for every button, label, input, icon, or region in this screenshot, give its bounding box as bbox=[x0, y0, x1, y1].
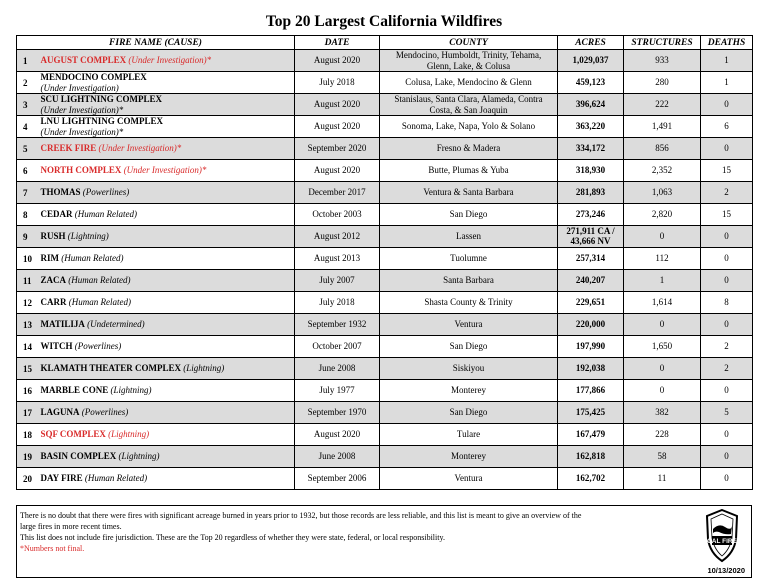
fire-name: SQF COMPLEX bbox=[40, 429, 106, 440]
deaths-cell: 0 bbox=[701, 380, 753, 402]
structures-cell: 1,491 bbox=[624, 116, 701, 138]
acres-cell: 175,425 bbox=[558, 402, 624, 424]
acres-cell: 192,038 bbox=[558, 358, 624, 380]
fire-name-cell bbox=[39, 402, 295, 424]
header-acres: ACRES bbox=[558, 36, 624, 50]
rank-cell: 4 bbox=[17, 116, 39, 138]
acres-cell: 220,000 bbox=[558, 314, 624, 336]
table-row bbox=[17, 204, 753, 226]
logo-text: CAL FIRE bbox=[707, 538, 737, 545]
fire-cause: (Human Related) bbox=[66, 275, 131, 286]
fire-name: THOMAS bbox=[40, 187, 81, 198]
acres-cell: 334,172 bbox=[558, 138, 624, 160]
deaths-cell: 0 bbox=[701, 270, 753, 292]
table-row bbox=[17, 292, 753, 314]
fire-cause: (Human Related) bbox=[66, 297, 131, 308]
date-cell: August 2020 bbox=[295, 94, 380, 116]
structures-cell: 0 bbox=[624, 226, 701, 248]
acres-cell: 240,207 bbox=[558, 270, 624, 292]
rank-cell: 11 bbox=[17, 270, 39, 292]
table-row bbox=[17, 182, 753, 204]
table-row bbox=[17, 72, 753, 94]
date-cell: June 2008 bbox=[295, 446, 380, 468]
fire-name-cell bbox=[39, 468, 295, 490]
date-cell: June 2008 bbox=[295, 358, 380, 380]
fire-name-cell bbox=[39, 182, 295, 204]
fire-cause: (Undetermined) bbox=[84, 319, 145, 330]
rank-cell: 5 bbox=[17, 138, 39, 160]
date-cell: October 2007 bbox=[295, 336, 380, 358]
acres-cell: 197,990 bbox=[558, 336, 624, 358]
date-cell: September 1970 bbox=[295, 402, 380, 424]
fire-name: LAGUNA bbox=[40, 407, 80, 418]
fire-name: AUGUST COMPLEX bbox=[40, 55, 127, 66]
deaths-cell: 0 bbox=[701, 226, 753, 248]
county-cell: Ventura bbox=[380, 468, 558, 490]
deaths-cell: 0 bbox=[701, 424, 753, 446]
acres-cell: 281,893 bbox=[558, 182, 624, 204]
fire-name-cell bbox=[39, 380, 295, 402]
acres-cell: 257,314 bbox=[558, 248, 624, 270]
structures-cell: 2,352 bbox=[624, 160, 701, 182]
fire-name-cell bbox=[39, 314, 295, 336]
table-row bbox=[17, 358, 753, 380]
county-cell: Tulare bbox=[380, 424, 558, 446]
fire-cause: (Lightning) bbox=[116, 451, 160, 462]
county-cell: Shasta County & Trinity bbox=[380, 292, 558, 314]
fire-name: KLAMATH THEATER COMPLEX bbox=[40, 363, 182, 374]
county-cell: Butte, Plumas & Yuba bbox=[380, 160, 558, 182]
fire-cause: (Under Investigation)* bbox=[96, 143, 182, 154]
structures-cell: 0 bbox=[624, 380, 701, 402]
acres-cell: 162,702 bbox=[558, 468, 624, 490]
county-cell: Siskiyou bbox=[380, 358, 558, 380]
structures-cell: 0 bbox=[624, 358, 701, 380]
date-cell: September 1932 bbox=[295, 314, 380, 336]
structures-cell: 280 bbox=[624, 72, 701, 94]
structures-cell: 112 bbox=[624, 248, 701, 270]
fire-cause: (Under Investigation)* bbox=[40, 104, 124, 115]
fire-name: MENDOCINO COMPLEX bbox=[40, 72, 147, 83]
acres-cell: 167,479 bbox=[558, 424, 624, 446]
date-cell: July 2007 bbox=[295, 270, 380, 292]
structures-cell: 228 bbox=[624, 424, 701, 446]
fire-cause: (Human Related) bbox=[72, 209, 137, 220]
logo-date: 10/13/2020 bbox=[707, 566, 745, 575]
fire-name-cell bbox=[39, 292, 295, 314]
county-cell: Stanislaus, Santa Clara, Alameda, Contra Costa, & San Joaquin bbox=[380, 94, 558, 116]
acres-cell: 177,866 bbox=[558, 380, 624, 402]
date-cell: December 2017 bbox=[295, 182, 380, 204]
fire-name: LNU LIGHTNING COMPLEX bbox=[40, 116, 164, 127]
county-cell: Ventura & Santa Barbara bbox=[380, 182, 558, 204]
table-row bbox=[17, 468, 753, 490]
deaths-cell: 15 bbox=[701, 160, 753, 182]
deaths-cell: 2 bbox=[701, 336, 753, 358]
table-row bbox=[17, 270, 753, 292]
table-header-row bbox=[17, 36, 753, 50]
table-row bbox=[17, 50, 753, 72]
fire-name-cell bbox=[39, 358, 295, 380]
county-cell: Mendocino, Humboldt, Trinity, Tehama, Glenn, Lake, & Colusa bbox=[380, 50, 558, 72]
acres-cell: 1,029,037 bbox=[558, 50, 624, 72]
deaths-cell: 8 bbox=[701, 292, 753, 314]
rank-cell: 16 bbox=[17, 380, 39, 402]
fire-name: NORTH COMPLEX bbox=[40, 165, 122, 176]
fire-cause: (Powerlines) bbox=[80, 187, 130, 198]
county-cell: Santa Barbara bbox=[380, 270, 558, 292]
date-cell: August 2020 bbox=[295, 160, 380, 182]
fire-name: WITCH bbox=[40, 341, 73, 352]
fire-name-cell bbox=[39, 446, 295, 468]
acres-cell: 459,123 bbox=[558, 72, 624, 94]
header-fire-name: FIRE NAME (CAUSE) bbox=[17, 36, 295, 50]
fire-name-cell bbox=[39, 248, 295, 270]
deaths-cell: 0 bbox=[701, 468, 753, 490]
deaths-cell: 0 bbox=[701, 248, 753, 270]
table-row bbox=[17, 248, 753, 270]
table-row bbox=[17, 116, 753, 138]
county-cell: San Diego bbox=[380, 204, 558, 226]
structures-cell: 933 bbox=[624, 50, 701, 72]
date-cell: August 2020 bbox=[295, 50, 380, 72]
rank-cell: 3 bbox=[17, 94, 39, 116]
deaths-cell: 0 bbox=[701, 138, 753, 160]
acres-cell: 363,220 bbox=[558, 116, 624, 138]
rank-cell: 12 bbox=[17, 292, 39, 314]
structures-cell: 222 bbox=[624, 94, 701, 116]
fire-cause: (Powerlines) bbox=[72, 341, 122, 352]
rank-cell: 14 bbox=[17, 336, 39, 358]
county-cell: Tuolumne bbox=[380, 248, 558, 270]
deaths-cell: 2 bbox=[701, 358, 753, 380]
footnote-line: This list does not include fire jurisdiction. These are the Top 20 regardless of whether they were state, federal, or local responsibility. bbox=[20, 533, 445, 542]
rank-cell: 17 bbox=[17, 402, 39, 424]
fire-name: CEDAR bbox=[40, 209, 73, 220]
fire-cause: (Under Investigation)* bbox=[126, 55, 212, 66]
rank-cell: 7 bbox=[17, 182, 39, 204]
table-row bbox=[17, 446, 753, 468]
fire-name: DAY FIRE bbox=[40, 473, 83, 484]
fire-cause: (Under Investigation)* bbox=[40, 126, 124, 137]
fire-cause: (Human Related) bbox=[59, 253, 124, 264]
county-cell: San Diego bbox=[380, 336, 558, 358]
rank-cell: 6 bbox=[17, 160, 39, 182]
date-cell: August 2020 bbox=[295, 116, 380, 138]
rank-cell: 9 bbox=[17, 226, 39, 248]
acres-cell: 318,930 bbox=[558, 160, 624, 182]
table-row bbox=[17, 424, 753, 446]
fire-cause: (Under Investigation)* bbox=[121, 165, 207, 176]
county-cell: Colusa, Lake, Mendocino & Glenn bbox=[380, 72, 558, 94]
footnote-line: There is no doubt that there were fires with significant acreage burned in years prior to 1932, but those records are less reliable, and this list is meant to give an overview of the bbox=[20, 511, 582, 520]
structures-cell: 0 bbox=[624, 314, 701, 336]
fire-name: CREEK FIRE bbox=[40, 143, 97, 154]
deaths-cell: 15 bbox=[701, 204, 753, 226]
deaths-cell: 1 bbox=[701, 72, 753, 94]
fire-cause: (Powerlines) bbox=[79, 407, 129, 418]
structures-cell: 58 bbox=[624, 446, 701, 468]
date-cell: September 2006 bbox=[295, 468, 380, 490]
fire-name-cell bbox=[39, 424, 295, 446]
fire-name-cell bbox=[39, 336, 295, 358]
fire-name-cell bbox=[39, 50, 295, 72]
fire-name-cell bbox=[39, 72, 295, 94]
fire-cause: (Lightning) bbox=[65, 231, 109, 242]
footnote-numbers-not-final: *Numbers not final. bbox=[20, 544, 85, 553]
fire-name: ZACA bbox=[40, 275, 67, 286]
deaths-cell: 0 bbox=[701, 94, 753, 116]
wildfire-table bbox=[16, 35, 753, 490]
fire-name-cell bbox=[39, 204, 295, 226]
page-title: Top 20 Largest California Wildfires bbox=[265, 13, 503, 30]
date-cell: September 2020 bbox=[295, 138, 380, 160]
county-cell: Ventura bbox=[380, 314, 558, 336]
header-structures: STRUCTURES bbox=[624, 36, 701, 50]
table-row bbox=[17, 160, 753, 182]
footnote-line: large fires in more recent times. bbox=[20, 522, 122, 531]
structures-cell: 382 bbox=[624, 402, 701, 424]
fire-name: BASIN COMPLEX bbox=[40, 451, 117, 462]
county-cell: Sonoma, Lake, Napa, Yolo & Solano bbox=[380, 116, 558, 138]
county-cell: San Diego bbox=[380, 402, 558, 424]
structures-cell: 1,650 bbox=[624, 336, 701, 358]
rank-cell: 13 bbox=[17, 314, 39, 336]
rank-cell: 20 bbox=[17, 468, 39, 490]
fire-name-cell bbox=[39, 94, 295, 116]
rank-cell: 19 bbox=[17, 446, 39, 468]
date-cell: August 2020 bbox=[295, 424, 380, 446]
table-row bbox=[17, 314, 753, 336]
header-county: COUNTY bbox=[380, 36, 558, 50]
fire-name: RUSH bbox=[40, 231, 66, 242]
county-cell: Fresno & Madera bbox=[380, 138, 558, 160]
acres-cell: 271,911 CA / 43,666 NV bbox=[558, 226, 624, 248]
acres-cell: 229,651 bbox=[558, 292, 624, 314]
structures-cell: 856 bbox=[624, 138, 701, 160]
deaths-cell: 1 bbox=[701, 50, 753, 72]
footnote-box bbox=[16, 505, 752, 578]
fire-name-cell bbox=[39, 160, 295, 182]
county-cell: Monterey bbox=[380, 380, 558, 402]
structures-cell: 1,063 bbox=[624, 182, 701, 204]
fire-cause: (Lightning) bbox=[181, 363, 225, 374]
header-deaths: DEATHS bbox=[701, 36, 753, 50]
fire-name: MARBLE CONE bbox=[40, 385, 109, 396]
rank-cell: 10 bbox=[17, 248, 39, 270]
fire-name: SCU LIGHTNING COMPLEX bbox=[40, 94, 163, 105]
deaths-cell: 0 bbox=[701, 314, 753, 336]
fire-name-cell bbox=[39, 116, 295, 138]
county-cell: Monterey bbox=[380, 446, 558, 468]
structures-cell: 11 bbox=[624, 468, 701, 490]
fire-name-cell bbox=[39, 138, 295, 160]
rank-cell: 2 bbox=[17, 72, 39, 94]
structures-cell: 1 bbox=[624, 270, 701, 292]
fire-cause: (Under Investigation) bbox=[40, 82, 119, 93]
fire-cause: (Human Related) bbox=[82, 473, 148, 484]
deaths-cell: 5 bbox=[701, 402, 753, 424]
rank-cell: 18 bbox=[17, 424, 39, 446]
fire-name: RIM bbox=[40, 253, 59, 264]
acres-cell: 162,818 bbox=[558, 446, 624, 468]
header-date: DATE bbox=[295, 36, 380, 50]
deaths-cell: 0 bbox=[701, 446, 753, 468]
footnote-text bbox=[20, 510, 700, 554]
rank-cell: 1 bbox=[17, 50, 39, 72]
date-cell: October 2003 bbox=[295, 204, 380, 226]
acres-cell: 396,624 bbox=[558, 94, 624, 116]
date-cell: July 2018 bbox=[295, 292, 380, 314]
table-row bbox=[17, 226, 753, 248]
fire-name: MATILIJA bbox=[40, 319, 85, 330]
rank-cell: 8 bbox=[17, 204, 39, 226]
date-cell: August 2012 bbox=[295, 226, 380, 248]
cal-fire-logo-icon bbox=[705, 509, 739, 563]
acres-cell: 273,246 bbox=[558, 204, 624, 226]
date-cell: July 2018 bbox=[295, 72, 380, 94]
county-cell: Lassen bbox=[380, 226, 558, 248]
table-row bbox=[17, 94, 753, 116]
fire-name: CARR bbox=[40, 297, 67, 308]
date-cell: August 2013 bbox=[295, 248, 380, 270]
table-row bbox=[17, 402, 753, 424]
table-row bbox=[17, 380, 753, 402]
deaths-cell: 6 bbox=[701, 116, 753, 138]
table-row bbox=[17, 336, 753, 358]
structures-cell: 2,820 bbox=[624, 204, 701, 226]
fire-name-cell bbox=[39, 270, 295, 292]
rank-cell: 15 bbox=[17, 358, 39, 380]
structures-cell: 1,614 bbox=[624, 292, 701, 314]
deaths-cell: 2 bbox=[701, 182, 753, 204]
fire-name-cell bbox=[39, 226, 295, 248]
table-row bbox=[17, 138, 753, 160]
fire-cause: (Lightning) bbox=[108, 385, 152, 396]
date-cell: July 1977 bbox=[295, 380, 380, 402]
fire-cause: (Lightning) bbox=[105, 429, 150, 440]
